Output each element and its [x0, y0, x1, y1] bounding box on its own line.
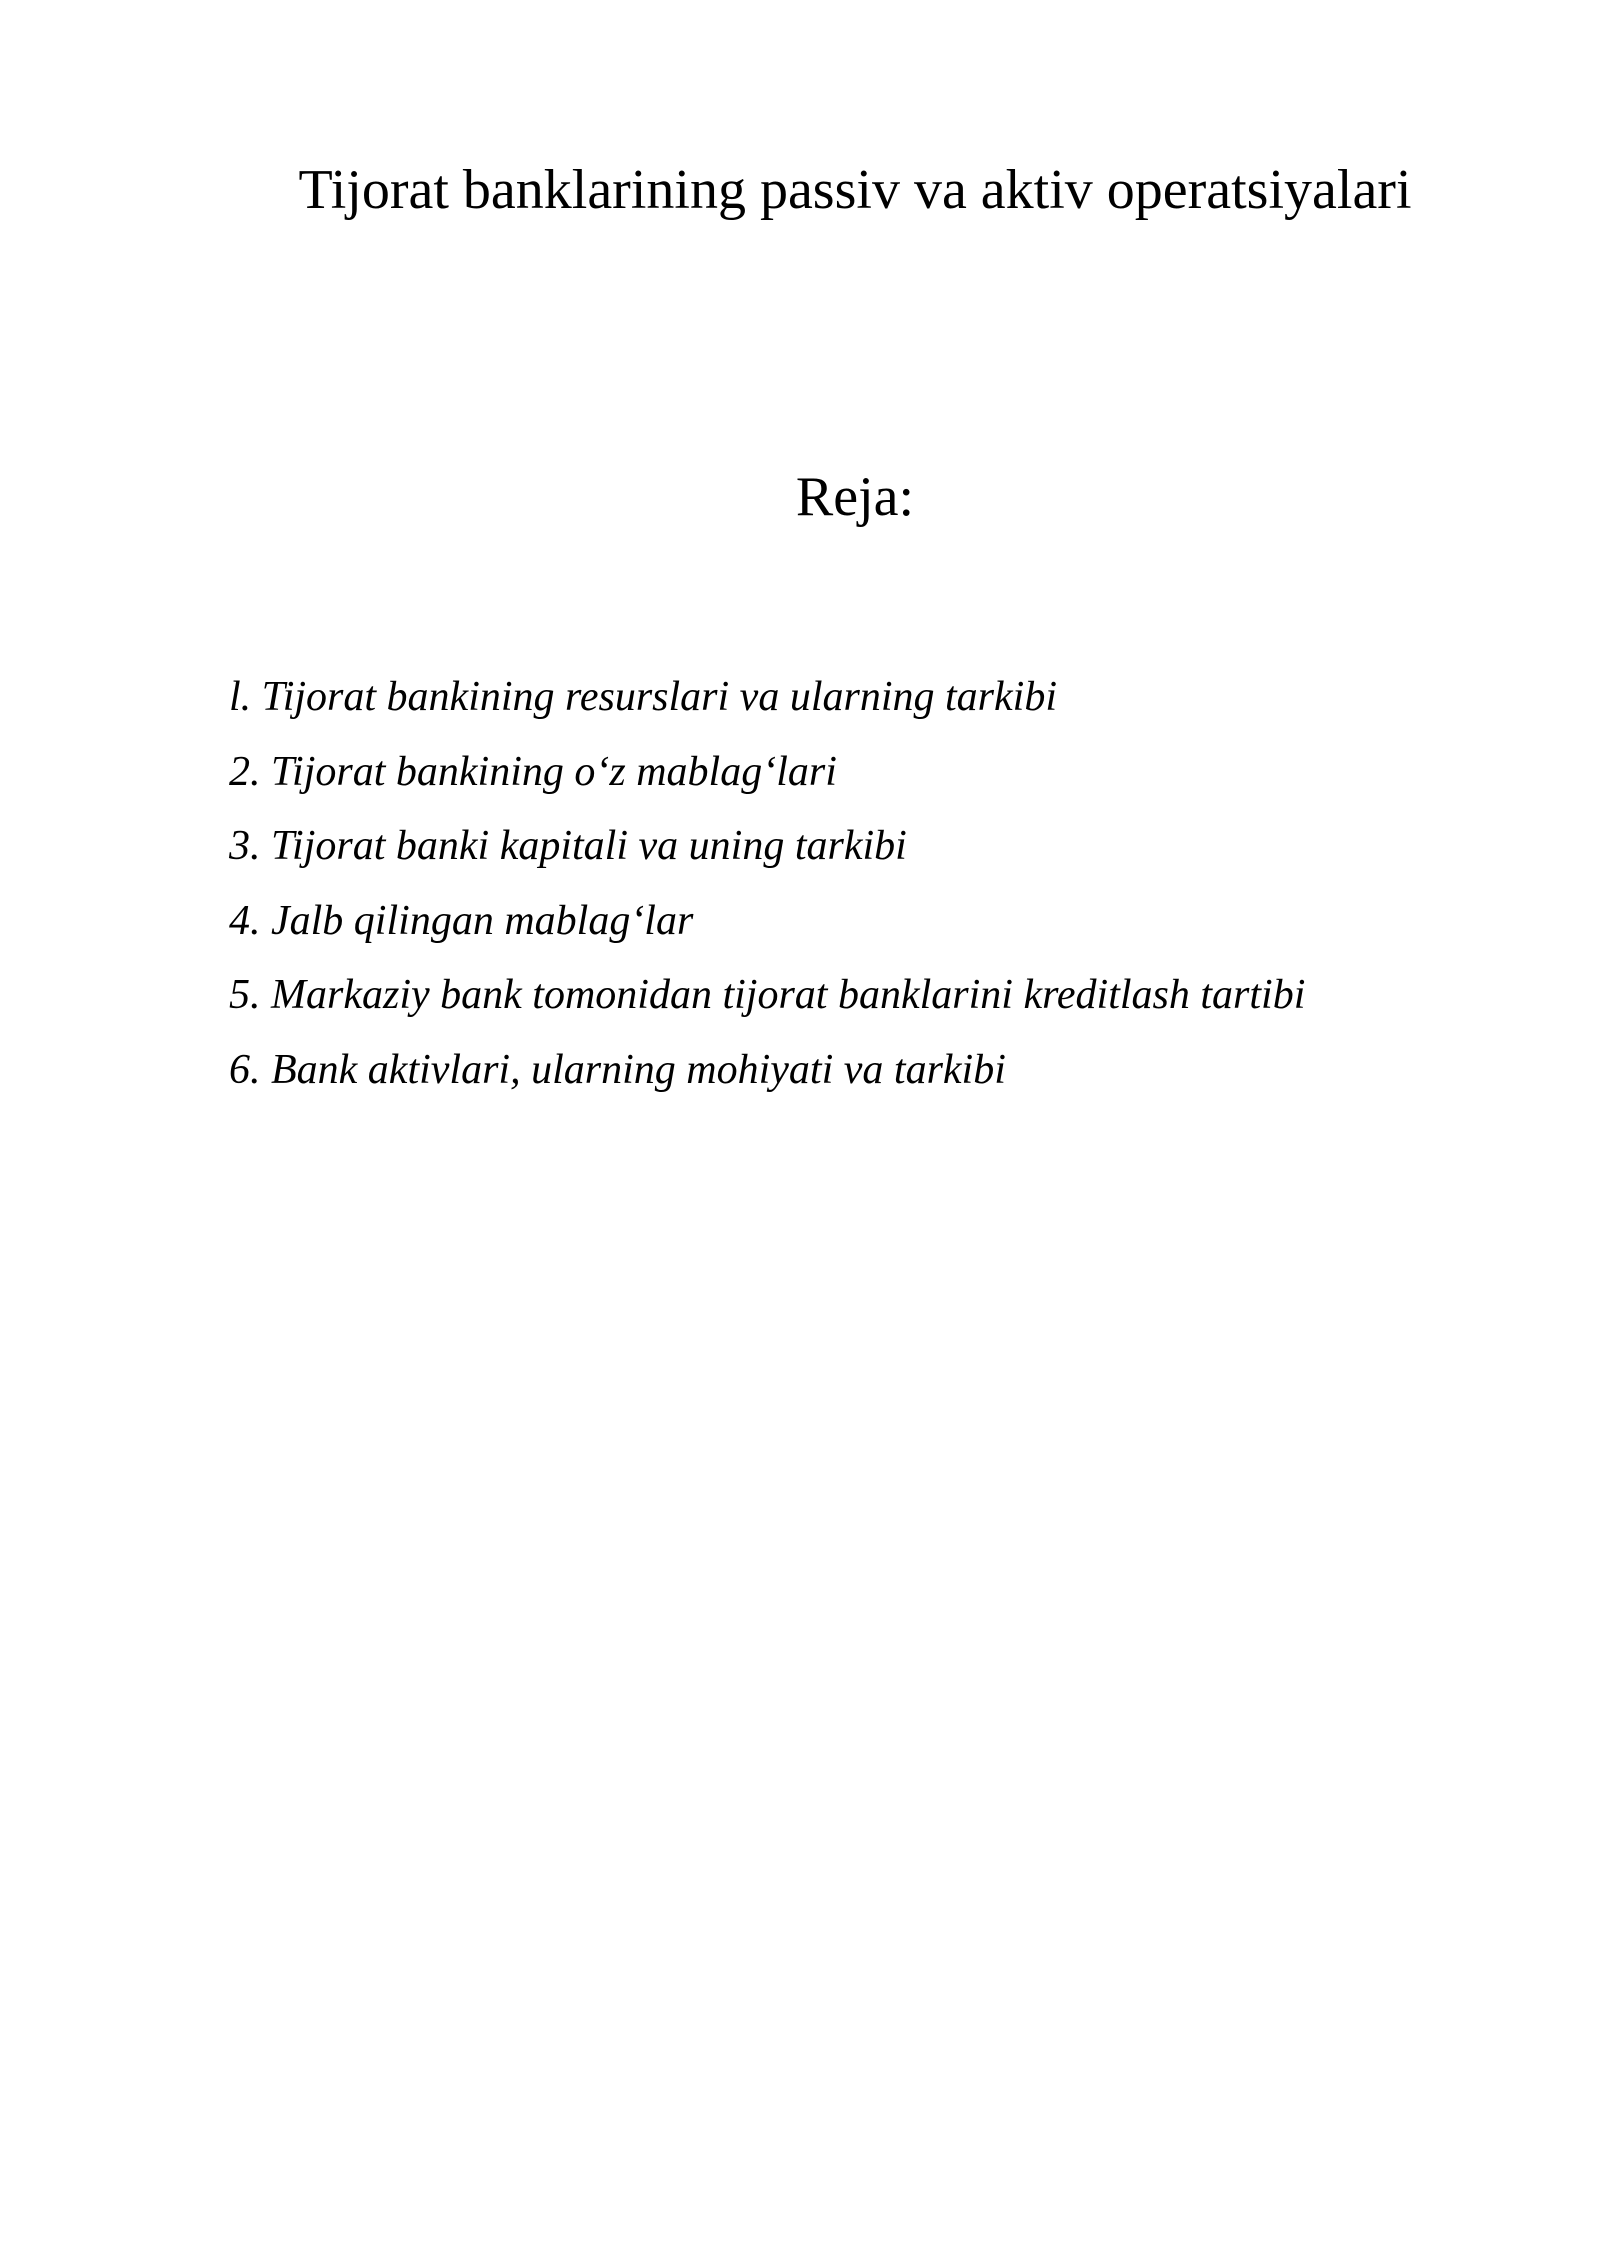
plan-list: [229, 660, 1305, 1107]
plan-item: 3. Tijorat banki kapitali va uning tarkibi: [229, 823, 907, 869]
document-title: Tijorat banklarining passiv va aktiv operatsiyalari: [298, 159, 1412, 221]
plan-heading: Reja:: [795, 466, 915, 528]
plan-item: 5. Markaziy bank tomonidan tijorat banklarini kreditlash tartibi: [229, 972, 1306, 1018]
plan-item: 4. Jalb qilingan mablag‘lar: [229, 897, 694, 944]
plan-item: 6. Bank aktivlari, ularning mohiyati va tarkibi: [229, 1046, 1006, 1093]
plan-item: 2. Tijorat bankining o‘z mablag‘lari: [229, 748, 837, 795]
plan-item: l. Tijorat bankining resurslari va ularning tarkibi: [229, 674, 1058, 720]
